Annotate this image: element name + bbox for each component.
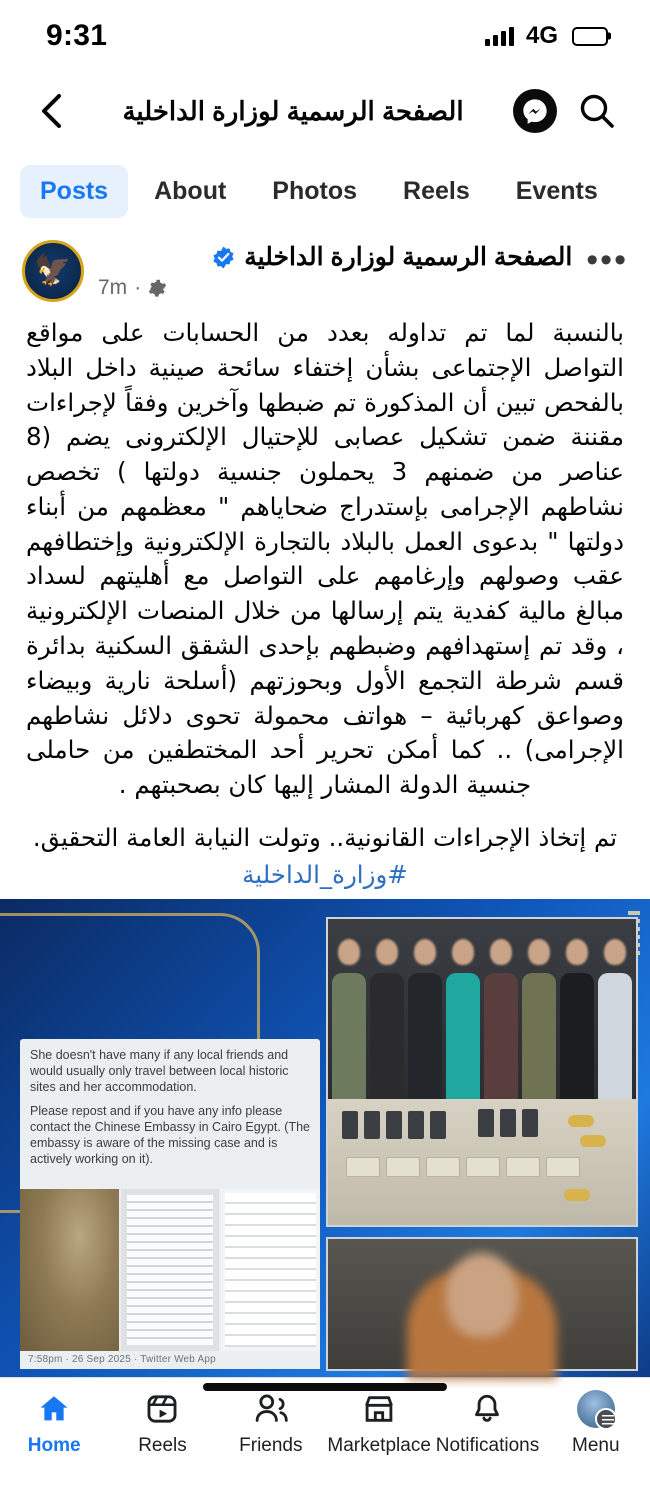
page-title: الصفحة الرسمية لوزارة الداخلية	[122, 95, 464, 126]
post-timestamp: 7m	[98, 276, 128, 299]
battery-icon	[572, 27, 608, 46]
nav-item-notifications[interactable]	[433, 1390, 541, 1457]
tab-reels[interactable]: Reels	[403, 176, 470, 205]
post-author-name[interactable]: الصفحة الرسمية لوزارة الداخلية	[244, 243, 573, 271]
tweet-screenshot	[20, 1039, 320, 1369]
status-bar	[0, 0, 650, 72]
suspects-lineup-photo	[326, 917, 638, 1227]
tweet-images	[20, 1189, 320, 1351]
gear-icon	[148, 279, 167, 298]
page-header	[0, 72, 650, 150]
nav-label-reels: Reels	[138, 1434, 187, 1456]
verified-badge-icon	[211, 245, 236, 270]
tweet-text	[20, 1039, 320, 1181]
nav-label-notifications: Notifications	[435, 1434, 540, 1456]
search-icon	[577, 91, 617, 131]
network-label: 4G	[525, 22, 558, 49]
post-header	[0, 232, 650, 302]
menu-avatar-icon	[576, 1390, 616, 1428]
nav-item-reels[interactable]	[108, 1390, 216, 1457]
marketplace-icon	[359, 1390, 399, 1428]
tweet-paragraph-2: Please repost and if you have any info please contact the Chinese Embassy in Cairo Egypt. (The embassy is aware of the missing case and is actively working on it).	[30, 1103, 310, 1166]
back-button[interactable]	[28, 87, 76, 135]
nav-label-marketplace: Marketplace	[327, 1434, 431, 1456]
reels-icon	[142, 1390, 182, 1428]
nav-label-friends: Friends	[239, 1434, 303, 1456]
profile-tabs	[0, 150, 650, 232]
bottom-navigation	[0, 1377, 650, 1495]
nav-label-home: Home	[27, 1434, 81, 1456]
bell-icon	[467, 1390, 507, 1428]
home-indicator[interactable]	[203, 1383, 447, 1391]
post-meta-separator: ·	[134, 276, 142, 299]
status-indicators	[485, 22, 608, 50]
post-hashtag[interactable]: #وزارة_الداخلية	[242, 859, 408, 889]
post-media[interactable]	[0, 899, 650, 1377]
nav-item-marketplace[interactable]	[325, 1390, 433, 1457]
nav-item-menu[interactable]	[542, 1390, 650, 1457]
post-paragraph-1: بالنسبة لما تم تداوله بعدد من الحسابات على مواقع التواصل الإجتماعى بشأن إختفاء سائحة صينية داخل البلاد بالفحص تبين أن المذكورة تم ضبطها وآخرين وفقاً لإجراءات مقننة ضمن تشكيل عصابى للإحتيال الإلكترونى يضم (8 عناصر من ضمنهم 3 يحملون جنسية دولتها ) تخصص نشاطهم الإجرامى بإستدراج ضحاياهم " معظمهم من أبناء دولتها " بدعوى العمل بالبلاد بالتجارة الإلكترونية وإختطافهم عقب وصولهم وإرغامهم على التواصل مع أهليتهم لسداد مبالغ مالية كفدية يتم إرسالها من خلال المنصات الإلكترونية ، وقد تم إستهدافهم وضبطهم بإحدى الشقق السكنية بدائرة قسم شرطة التجمع الأول وبحوزتهم (أسلحة نارية وبيضاء وصواعق كهربائية – هواتف محمولة تحوى دلائل نشاطهم الإجرامى) .. كما أمكن تحرير أحد المختطفين من حاملى جنسية الدولة المشار إليها كان بصحبتهم .	[26, 318, 624, 800]
messenger-icon	[513, 89, 557, 133]
post-text	[0, 302, 650, 856]
signal-bars-icon	[485, 26, 514, 46]
nav-item-friends[interactable]	[217, 1390, 325, 1457]
post-more-button[interactable]: •••	[586, 241, 628, 279]
tab-photos[interactable]: Photos	[272, 176, 358, 205]
status-time: 9:31	[46, 19, 108, 52]
nav-label-menu: Menu	[572, 1434, 620, 1456]
ministry-eagle-emblem-icon: 🦅	[34, 254, 72, 287]
nav-item-home[interactable]	[0, 1390, 108, 1457]
tweet-paragraph-1: She doesn't have many if any local friends and would usually only travel between local historic sites and her accommodation.	[30, 1047, 289, 1094]
tweet-footer: 7:58pm · 26 Sep 2025 · Twitter Web App	[20, 1351, 320, 1369]
sphinx-photo	[20, 1189, 119, 1351]
post	[0, 232, 650, 1377]
tab-posts[interactable]: Posts	[20, 165, 128, 218]
post-header-text	[98, 240, 572, 300]
friends-icon	[251, 1390, 291, 1428]
home-icon	[34, 1390, 74, 1428]
blurred-portrait-photo	[326, 1237, 638, 1371]
document-photo	[121, 1189, 220, 1351]
tab-events[interactable]: Events	[515, 176, 598, 205]
search-results-photo	[221, 1189, 320, 1351]
post-paragraph-2: تم إتخاذ الإجراءات القانونية.. وتولت النيابة العامة التحقيق.	[32, 822, 618, 852]
messenger-button[interactable]	[510, 86, 560, 136]
search-button[interactable]	[572, 86, 622, 136]
post-meta	[98, 276, 572, 300]
tab-about[interactable]: About	[154, 176, 227, 205]
avatar[interactable]	[22, 240, 84, 302]
